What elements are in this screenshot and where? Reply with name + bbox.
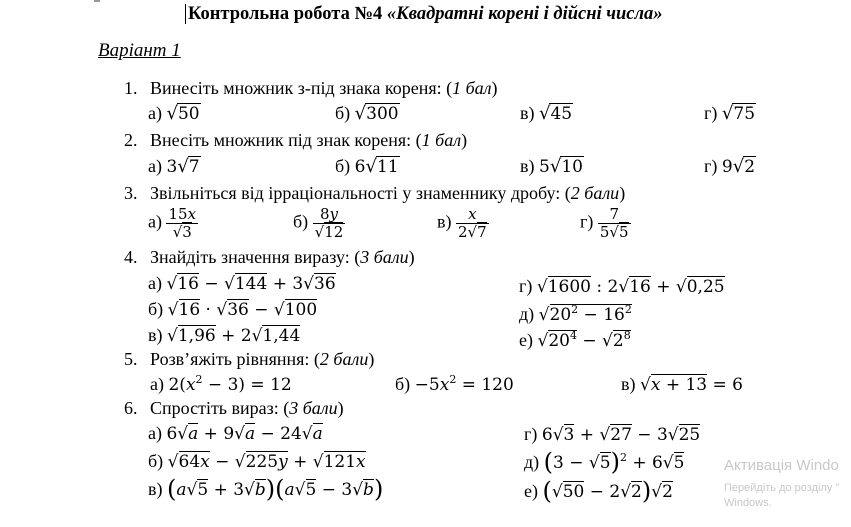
- task-5-option-b: $б) -5x^2 = 120$: [395, 373, 514, 395]
- task-6-option-d: г) 6√3 + √27 − 3√25: [524, 424, 701, 445]
- variant-heading: Варіант 1: [98, 40, 181, 61]
- task-3-option-b: б) $\frac{8y}{√12}$: [293, 205, 344, 241]
- task-6-option-c: в) (a√5 + 3√b)(a√5 − 3√b): [148, 475, 384, 503]
- task-3: 3. Звільніться від ірраціональності у знаменнику дробу: (2 бали): [124, 183, 626, 203]
- task-2-option-b: б) 6√11: [335, 156, 399, 177]
- task-3-option-d: г) $\frac{7}{5√5}$: [580, 205, 629, 241]
- corner-mark: [94, 0, 100, 2]
- task-6-option-a: а) 6√a + 9√a − 24√a: [148, 423, 323, 444]
- task-4: 4. Знайдіть значення виразу: (3 бали): [124, 247, 415, 267]
- task-2-option-c: в) 5√10: [520, 156, 583, 177]
- task-4-option-c: в) √1,96 + 2√1,44: [148, 325, 301, 346]
- task-6-option-e: д) $(3 - √5)^2 + 6√5$: [524, 448, 685, 476]
- task-2: 2. Внесіть множник під знак кореня: (1 бал): [124, 130, 468, 150]
- task-4-option-a: а) √16 − √144 + 3√36: [148, 273, 336, 294]
- windows-activation-watermark: Активація Windo Перейдіть до розділу " Windows.: [724, 457, 840, 509]
- task-4-option-e: д) $√20^2 - 16^2$: [519, 303, 632, 325]
- task-1-option-c: в) √45: [520, 103, 573, 124]
- task-4-option-f: е) $√20^4 - √2^8$: [519, 329, 631, 351]
- task-1-option-b: б) √300: [335, 103, 399, 124]
- task-1-option-a: а) √50: [148, 103, 200, 124]
- task-1: 1. Винесіть множник з-під знака кореня: (1 бал): [124, 78, 498, 98]
- task-4-option-b: б) √16 · √36 − √100: [148, 299, 318, 320]
- task-1-option-d: г) √75: [704, 103, 756, 124]
- task-3-option-a: а) $\frac{15x}{√3}$: [148, 205, 197, 241]
- page-title: Контрольна робота №4 «Квадратні корені і дійсні числа»: [185, 4, 662, 24]
- task-4-option-d: г) √1600 : 2√16 + √0,25: [519, 276, 725, 297]
- task-6: 6. Спростіть вираз: (3 бали): [124, 398, 344, 418]
- task-5: 5. Розв’яжіть рівняння: (2 бали): [124, 349, 375, 369]
- task-6-option-b: б) √64x − √225y + √121x: [148, 451, 366, 472]
- task-2-option-a: а) 3√7: [148, 156, 200, 177]
- task-2-option-d: г) 9√2: [704, 156, 756, 177]
- task-3-option-c: в) $\frac{x}{2√7}$: [437, 205, 487, 241]
- task-5-option-a: а) $2(x^2 - 3) = 12$: [150, 373, 292, 395]
- task-5-option-c: в) √x + 13 = 6: [621, 374, 743, 395]
- task-6-option-f: е) (√50 − 2√2)√2: [524, 477, 673, 505]
